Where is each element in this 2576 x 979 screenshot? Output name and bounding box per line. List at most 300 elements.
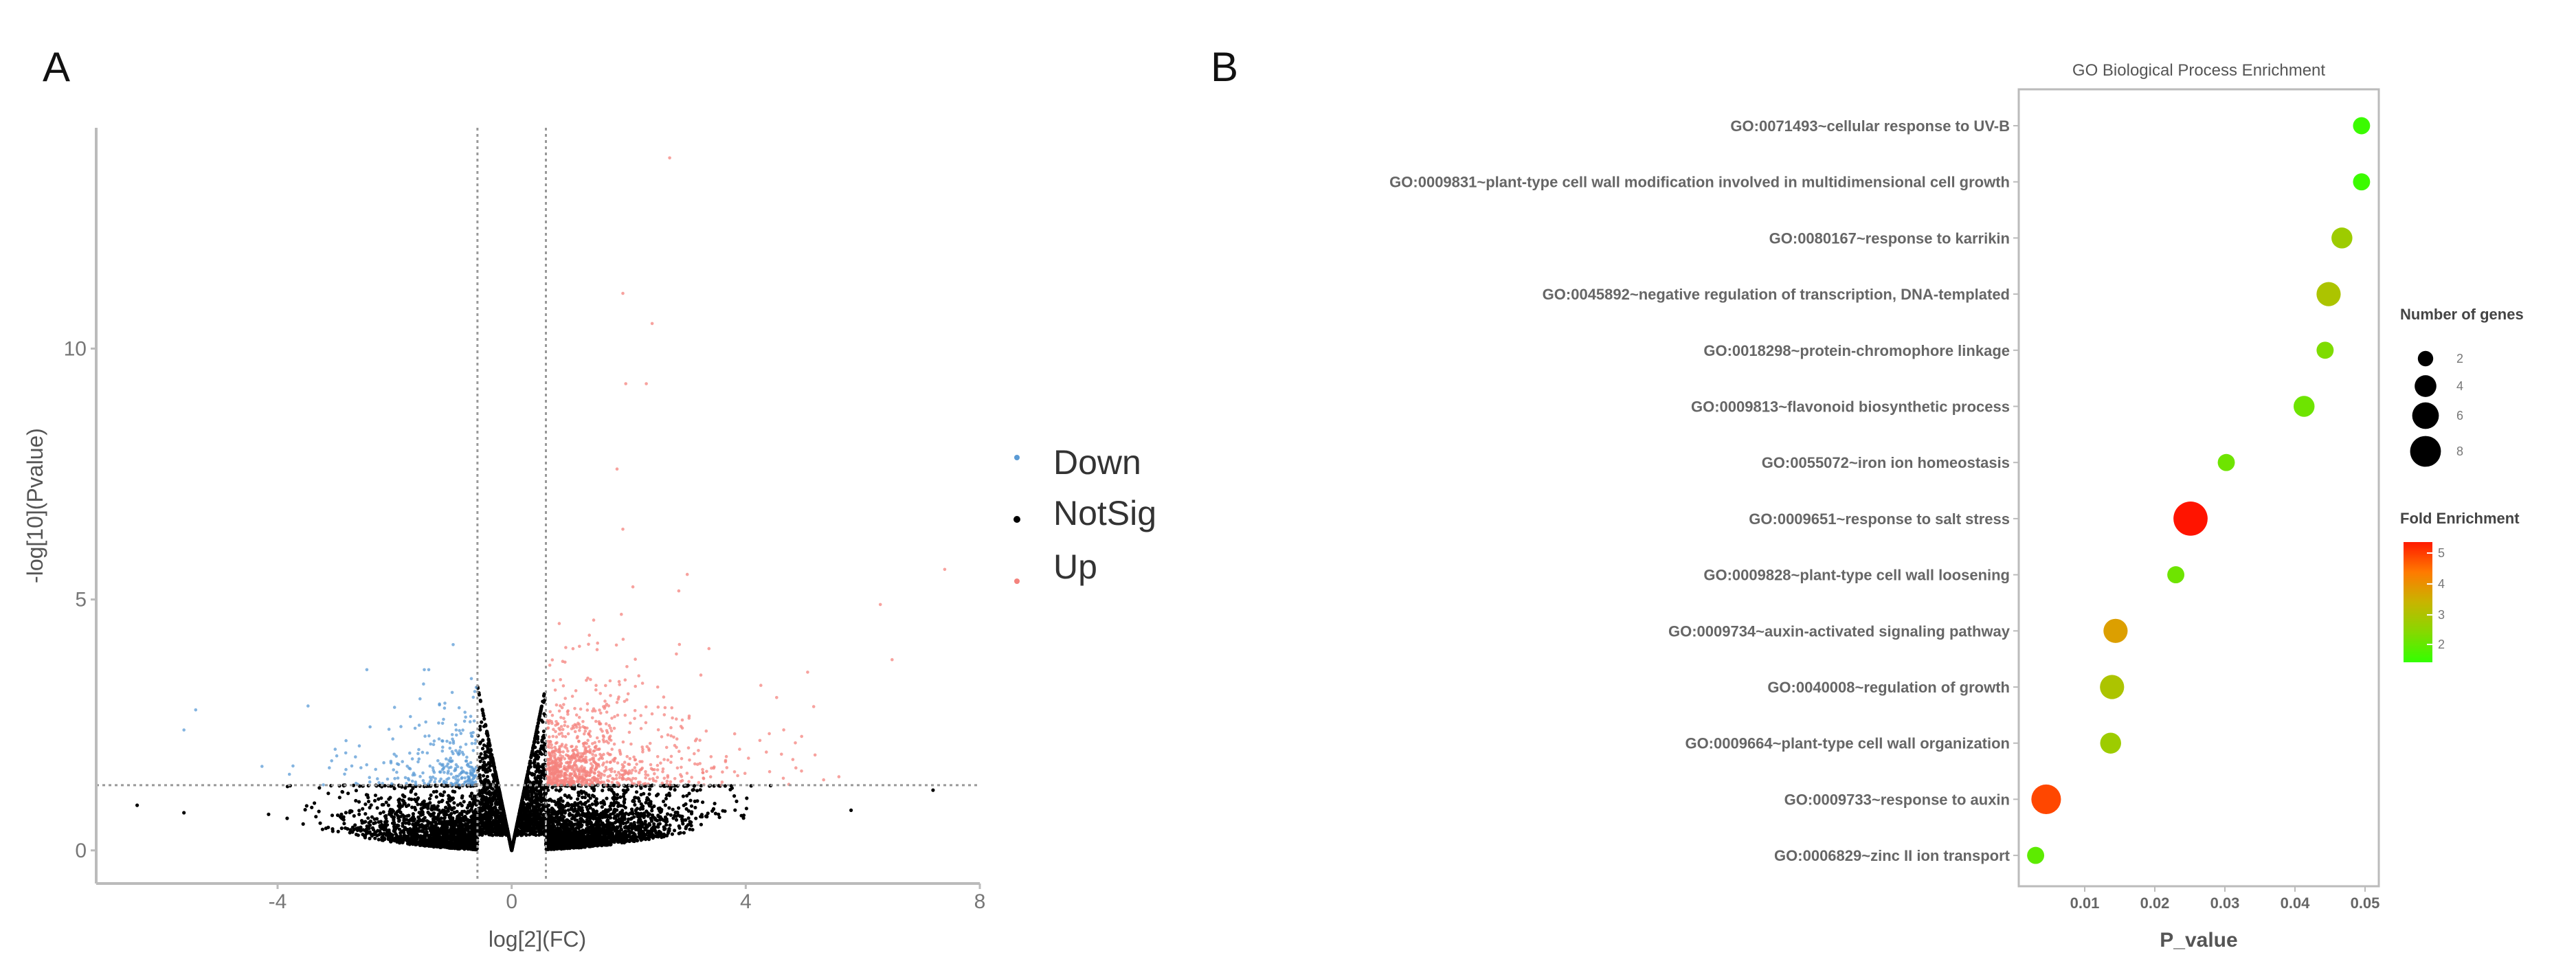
- volcano-point-notsig: [613, 795, 616, 798]
- volcano-point-notsig: [524, 806, 527, 809]
- volcano-point-notsig: [380, 838, 383, 842]
- volcano-point-notsig: [456, 803, 460, 807]
- volcano-point-notsig: [572, 803, 576, 807]
- volcano-point-notsig: [568, 794, 571, 798]
- volcano-point-notsig: [611, 824, 614, 827]
- volcano-point-notsig: [342, 818, 346, 822]
- volcano-point-notsig: [479, 760, 482, 763]
- volcano-point-notsig: [408, 842, 412, 846]
- volcano-point-notsig: [565, 819, 568, 822]
- volcano-point-notsig: [449, 797, 453, 800]
- volcano-point-notsig: [371, 826, 374, 830]
- volcano-point-notsig: [478, 693, 481, 697]
- volcano-point-notsig: [564, 833, 568, 837]
- volcano-point-notsig: [638, 818, 642, 822]
- volcano-point-notsig: [629, 837, 633, 840]
- volcano-point-notsig: [496, 801, 500, 804]
- volcano-point-notsig: [533, 765, 537, 768]
- volcano-point-notsig: [627, 825, 630, 829]
- volcano-point-notsig: [541, 803, 544, 807]
- volcano-point-notsig: [381, 826, 384, 830]
- volcano-point-notsig: [528, 833, 531, 836]
- volcano-point-notsig: [485, 730, 489, 733]
- volcano-point-notsig: [483, 805, 486, 809]
- volcano-point-notsig: [410, 829, 413, 832]
- volcano-point-notsig: [407, 797, 411, 800]
- volcano-point-notsig: [416, 815, 420, 819]
- volcano-point-notsig: [552, 819, 555, 822]
- volcano-point-notsig: [484, 812, 487, 815]
- volcano-point-notsig: [585, 823, 589, 826]
- volcano-point-notsig: [623, 801, 626, 804]
- volcano-point-notsig: [570, 817, 574, 820]
- volcano-point-notsig: [576, 791, 580, 794]
- volcano-point-notsig: [313, 801, 316, 804]
- volcano-point-notsig: [531, 820, 535, 824]
- volcano-point-notsig: [480, 721, 483, 724]
- volcano-point-notsig: [623, 833, 627, 837]
- volcano-point-notsig: [490, 753, 493, 756]
- volcano-point-notsig: [362, 820, 366, 824]
- volcano-point-notsig: [583, 845, 587, 848]
- volcano-point-notsig: [393, 787, 396, 790]
- volcano-point-notsig: [540, 744, 544, 747]
- volcano-point-notsig: [550, 799, 554, 802]
- volcano-point-notsig: [314, 815, 317, 818]
- volcano-point-notsig: [383, 820, 387, 824]
- volcano-point-notsig: [318, 822, 322, 825]
- volcano-point-notsig: [484, 763, 487, 767]
- volcano-point-notsig: [494, 820, 497, 823]
- volcano-point-notsig: [480, 819, 484, 822]
- volcano-point-notsig: [613, 829, 616, 832]
- volcano-point-notsig: [745, 807, 748, 810]
- volcano-point-notsig: [684, 802, 687, 806]
- volcano-point-notsig: [576, 810, 579, 813]
- volcano-point-notsig: [721, 809, 724, 813]
- volcano-point-notsig: [714, 812, 717, 815]
- volcano-point-notsig: [590, 840, 593, 843]
- volcano-point-notsig: [375, 817, 379, 820]
- volcano-point-notsig: [519, 804, 523, 807]
- volcano-point-notsig: [310, 806, 313, 809]
- volcano-point-notsig: [407, 803, 410, 807]
- volcano-point-notsig: [459, 824, 462, 827]
- volcano-point-notsig: [526, 770, 530, 774]
- volcano-point-notsig: [745, 796, 748, 800]
- volcano-points: [135, 157, 946, 853]
- volcano-point-notsig: [562, 831, 565, 834]
- volcano-point-notsig: [382, 810, 385, 813]
- volcano-point-notsig: [624, 806, 627, 809]
- volcano-point-notsig: [643, 828, 647, 831]
- volcano-point-notsig: [441, 809, 445, 812]
- volcano-point-notsig: [658, 818, 662, 822]
- volcano-point-notsig: [563, 811, 567, 815]
- volcano-point-notsig: [713, 802, 717, 805]
- volcano-point-notsig: [563, 794, 567, 797]
- volcano-point-notsig: [533, 737, 537, 741]
- volcano-point-notsig: [410, 789, 413, 792]
- volcano-point-notsig: [366, 796, 370, 799]
- volcano-point-notsig: [471, 824, 474, 828]
- volcano-point-notsig: [675, 818, 678, 822]
- volcano-point-notsig: [486, 770, 489, 774]
- volcano-point-notsig: [428, 797, 432, 800]
- volcano-point-notsig: [336, 813, 339, 817]
- volcano-point-notsig: [577, 794, 581, 797]
- volcano-point-notsig: [603, 823, 606, 826]
- volcano-point-notsig: [481, 739, 484, 742]
- volcano-point-notsig: [605, 830, 609, 833]
- volcano-point-notsig: [581, 829, 585, 832]
- volcano-point-notsig: [630, 807, 634, 811]
- volcano-point-notsig: [426, 807, 429, 810]
- volcano-point-notsig: [437, 833, 440, 836]
- volcano-point-notsig: [373, 799, 377, 802]
- volcano-point-notsig: [370, 803, 373, 807]
- volcano-point-notsig: [673, 788, 677, 791]
- volcano-point-notsig: [538, 714, 541, 718]
- volcano-point-notsig: [650, 820, 653, 823]
- volcano-point-notsig: [662, 800, 665, 803]
- volcano-point-notsig: [355, 789, 358, 792]
- volcano-point-notsig: [609, 816, 612, 820]
- volcano-point-notsig: [592, 795, 596, 798]
- volcano-point-notsig: [524, 780, 528, 783]
- volcano-point-notsig: [361, 828, 365, 831]
- volcano-point-notsig: [644, 820, 647, 823]
- volcano-point-notsig: [668, 824, 671, 827]
- volcano-point-notsig: [612, 784, 616, 787]
- volcano-point-notsig: [640, 802, 643, 806]
- volcano-point-notsig: [493, 791, 496, 794]
- volcano-point-notsig: [533, 741, 536, 745]
- volcano-point-notsig: [588, 825, 592, 829]
- volcano-point-notsig: [603, 840, 607, 843]
- volcano-point-notsig: [387, 804, 390, 807]
- volcano-point-notsig: [526, 809, 530, 813]
- volcano-point-notsig: [482, 725, 486, 728]
- volcano-point-notsig: [407, 814, 410, 818]
- volcano-point-notsig: [616, 804, 620, 808]
- volcano-point-notsig: [682, 794, 685, 798]
- volcano-point-notsig: [267, 813, 270, 816]
- volcano-point-notsig: [705, 815, 708, 818]
- volcano-point-notsig: [558, 789, 561, 792]
- volcano-point-notsig: [368, 837, 371, 840]
- volcano-point-notsig: [421, 806, 425, 809]
- volcano-point-notsig: [662, 825, 666, 829]
- volcano-point-notsig: [529, 761, 533, 765]
- volcano-point-notsig: [324, 826, 328, 830]
- volcano-point-notsig: [448, 813, 451, 817]
- volcano-point-notsig: [590, 813, 594, 816]
- volcano-point-notsig: [487, 818, 491, 821]
- volcano-point-notsig: [452, 801, 456, 804]
- volcano-point-notsig: [691, 788, 695, 791]
- volcano-point-notsig: [492, 780, 495, 783]
- volcano-point-notsig: [453, 790, 456, 794]
- volcano-point-notsig: [450, 808, 453, 811]
- volcano-point-notsig: [539, 808, 543, 811]
- volcano-point-notsig: [549, 827, 552, 831]
- volcano-point-notsig: [618, 796, 622, 799]
- volcano-point-notsig: [699, 788, 702, 791]
- volcano-point-notsig: [374, 821, 377, 824]
- volcano-point-notsig: [480, 791, 484, 795]
- volcano-point-notsig: [497, 787, 500, 790]
- volcano-point-notsig: [395, 811, 399, 814]
- volcano-point-notsig: [636, 825, 639, 829]
- volcano-point-notsig: [677, 807, 680, 810]
- volcano-point-notsig: [478, 742, 482, 745]
- volcano-point-notsig: [620, 822, 623, 825]
- volcano-point-notsig: [567, 809, 570, 812]
- volcano-point-notsig: [474, 835, 478, 838]
- volcano-point-notsig: [376, 829, 379, 833]
- volcano-point-notsig: [341, 790, 344, 794]
- volcano-point-notsig: [624, 829, 627, 833]
- panel-label-a: A: [43, 44, 71, 90]
- volcano-point-notsig: [412, 812, 415, 815]
- volcano-point-notsig: [613, 800, 616, 804]
- volcano-point-notsig: [426, 811, 429, 814]
- volcano-point-notsig: [690, 804, 693, 808]
- volcano-point-notsig: [601, 810, 605, 813]
- volcano-point-notsig: [535, 732, 538, 736]
- volcano-point-notsig: [632, 824, 636, 827]
- volcano-point-notsig: [563, 825, 566, 829]
- volcano-point-notsig: [285, 817, 289, 820]
- volcano-point-notsig: [465, 818, 469, 822]
- volcano-point-notsig: [568, 813, 571, 817]
- volcano-point-notsig: [387, 798, 390, 801]
- volcano-point-notsig: [539, 752, 542, 755]
- volcano-point-notsig: [647, 802, 651, 805]
- volcano-point-notsig: [495, 776, 498, 779]
- volcano-point-notsig: [673, 829, 676, 832]
- volcano-point-notsig: [651, 815, 655, 818]
- volcano-point-notsig: [453, 829, 457, 832]
- volcano-point-notsig: [662, 833, 666, 836]
- volcano-point-notsig: [376, 806, 379, 809]
- volcano-point-notsig: [491, 807, 494, 811]
- volcano-point-notsig: [733, 809, 737, 812]
- volcano-point-notsig: [472, 800, 475, 804]
- volcano-point-notsig: [401, 794, 405, 797]
- volcano-point-notsig: [647, 798, 650, 801]
- volcano-point-notsig: [561, 819, 564, 822]
- volcano-point-notsig: [583, 796, 587, 799]
- volcano-point-notsig: [468, 801, 471, 804]
- volcano-point-notsig: [583, 802, 586, 806]
- volcano-point-notsig: [440, 799, 444, 802]
- volcano-point-notsig: [609, 836, 613, 840]
- volcano-point-notsig: [439, 793, 443, 796]
- volcano-point-notsig: [427, 834, 430, 837]
- volcano-point-notsig: [576, 802, 580, 805]
- volcano-point-notsig: [374, 794, 377, 797]
- volcano-point-notsig: [415, 833, 418, 836]
- volcano-point-notsig: [429, 794, 433, 797]
- volcano-point-notsig: [458, 816, 462, 820]
- volcano-point-notsig: [533, 807, 537, 811]
- volcano-point-notsig: [379, 820, 383, 823]
- volcano-point-notsig: [484, 755, 488, 758]
- volcano-point-notsig: [601, 805, 604, 809]
- volcano-point-notsig: [690, 812, 693, 815]
- volcano-point-notsig: [447, 803, 451, 807]
- volcano-point-notsig: [365, 832, 368, 835]
- volcano-point-notsig: [565, 839, 569, 842]
- volcano-point-notsig: [425, 819, 429, 822]
- volcano-point-notsig: [695, 789, 699, 792]
- volcano-point-notsig: [604, 814, 607, 818]
- volcano-point-notsig: [671, 816, 675, 820]
- volcano-point-notsig: [592, 816, 595, 820]
- volcano-point-notsig: [366, 816, 370, 820]
- volcano-point-notsig: [656, 825, 660, 829]
- volcano-point-notsig: [366, 825, 369, 829]
- volcano-point-notsig: [522, 794, 525, 798]
- volcano-point-notsig: [394, 827, 397, 831]
- volcano-point-notsig: [520, 798, 524, 802]
- volcano-point-notsig: [462, 800, 466, 803]
- volcano-point-notsig: [391, 822, 394, 825]
- volcano-point-notsig: [337, 830, 340, 833]
- volcano-point-notsig: [384, 814, 388, 818]
- volcano-point-notsig: [436, 826, 439, 830]
- volcano-point-notsig: [687, 816, 691, 820]
- volcano-point-notsig: [412, 819, 415, 822]
- volcano-point-notsig: [557, 820, 561, 824]
- volcano-point-notsig: [443, 833, 447, 836]
- volcano-point-notsig: [590, 821, 593, 824]
- volcano-point-notsig: [488, 743, 491, 746]
- volcano-point-notsig: [394, 836, 397, 840]
- volcano-point-notsig: [589, 831, 592, 834]
- volcano-point-notsig: [735, 800, 738, 803]
- volcano-point-notsig: [732, 794, 736, 798]
- volcano-point-notsig: [379, 796, 383, 800]
- volcano-point-notsig: [493, 823, 496, 826]
- volcano-point-notsig: [539, 821, 542, 824]
- volcano-point-notsig: [578, 813, 581, 817]
- volcano-point-notsig: [460, 794, 464, 798]
- volcano-point-notsig: [534, 776, 537, 780]
- volcano-point-notsig: [464, 824, 468, 828]
- volcano-point-notsig: [540, 739, 544, 742]
- volcano-point-notsig: [669, 813, 673, 817]
- volcano-point-notsig: [574, 835, 578, 839]
- volcano-point-notsig: [466, 806, 469, 809]
- volcano-point-notsig: [479, 699, 482, 702]
- volcano-point-notsig: [578, 822, 581, 826]
- volcano-point-notsig: [460, 810, 464, 813]
- volcano-point-notsig: [463, 845, 467, 848]
- volcano-point-notsig: [635, 790, 638, 794]
- volcano-point-notsig: [576, 798, 579, 801]
- volcano-point-notsig: [640, 793, 643, 796]
- volcano-point-notsig: [447, 830, 451, 833]
- volcano-point-notsig: [627, 833, 631, 836]
- volcano-point-notsig: [546, 835, 549, 839]
- volcano-point-notsig: [678, 814, 682, 818]
- volcano-point-notsig: [701, 800, 704, 804]
- volcano-point-notsig: [592, 809, 595, 812]
- volcano-point-notsig: [535, 726, 539, 730]
- volcano-point-notsig: [616, 793, 619, 796]
- volcano-point-notsig: [304, 808, 307, 811]
- volcano-point-notsig: [373, 837, 377, 840]
- volcano-point-notsig: [682, 831, 686, 835]
- volcano-point-notsig: [443, 817, 446, 820]
- volcano-point-notsig: [646, 811, 649, 815]
- volcano-point-notsig: [357, 833, 360, 837]
- volcano-point-notsig: [414, 793, 417, 796]
- volcano-point-notsig: [547, 819, 550, 822]
- volcano-point-notsig: [609, 840, 612, 844]
- volcano-point-notsig: [592, 789, 596, 792]
- volcano-point-notsig: [495, 811, 499, 815]
- volcano-point-notsig: [443, 790, 446, 794]
- volcano-point-notsig: [428, 821, 432, 824]
- volcano-point-notsig: [730, 787, 734, 790]
- volcano-point-notsig: [434, 806, 438, 809]
- volcano-point-notsig: [540, 704, 544, 708]
- volcano-point-notsig: [555, 811, 558, 814]
- volcano-point-notsig: [685, 794, 688, 798]
- volcano-point-notsig: [634, 796, 637, 799]
- volcano-point-notsig: [478, 776, 482, 780]
- volcano-point-notsig: [620, 828, 623, 831]
- volcano-point-notsig: [572, 809, 575, 813]
- volcano-point-notsig: [671, 833, 674, 836]
- volcano-point-notsig: [574, 818, 577, 822]
- volcano-point-notsig: [555, 815, 559, 819]
- volcano-point-notsig: [671, 808, 675, 811]
- volcano-point-notsig: [478, 728, 482, 732]
- volcano-point-notsig: [331, 813, 334, 817]
- volcano-point-notsig: [407, 832, 411, 835]
- volcano-point-notsig: [502, 829, 505, 832]
- volcano-point-notsig: [432, 827, 435, 831]
- volcano-point-notsig: [627, 839, 630, 842]
- volcano-point-notsig: [483, 750, 486, 754]
- volcano-point-notsig: [677, 832, 681, 835]
- volcano-point-notsig: [622, 795, 625, 798]
- volcano-point-notsig: [604, 835, 607, 839]
- volcano-point-notsig: [688, 822, 691, 826]
- volcano-point-notsig: [418, 811, 421, 814]
- volcano-point-notsig: [361, 807, 364, 811]
- volcano-point-notsig: [421, 811, 425, 814]
- volcano-point-notsig: [435, 790, 438, 794]
- volcano-point-notsig: [533, 773, 536, 776]
- volcano-point-notsig: [428, 801, 432, 804]
- volcano-point-notsig: [390, 835, 394, 838]
- volcano-point-notsig: [605, 820, 609, 823]
- volcano-point-notsig: [610, 789, 614, 792]
- volcano-point-notsig: [344, 811, 348, 814]
- volcano-point-notsig: [691, 828, 694, 831]
- volcano-point-notsig: [574, 832, 577, 835]
- volcano-point-notsig: [317, 786, 321, 789]
- volcano-point-notsig: [460, 804, 464, 807]
- volcano-point-notsig: [631, 799, 635, 802]
- volcano-point-notsig: [655, 794, 658, 797]
